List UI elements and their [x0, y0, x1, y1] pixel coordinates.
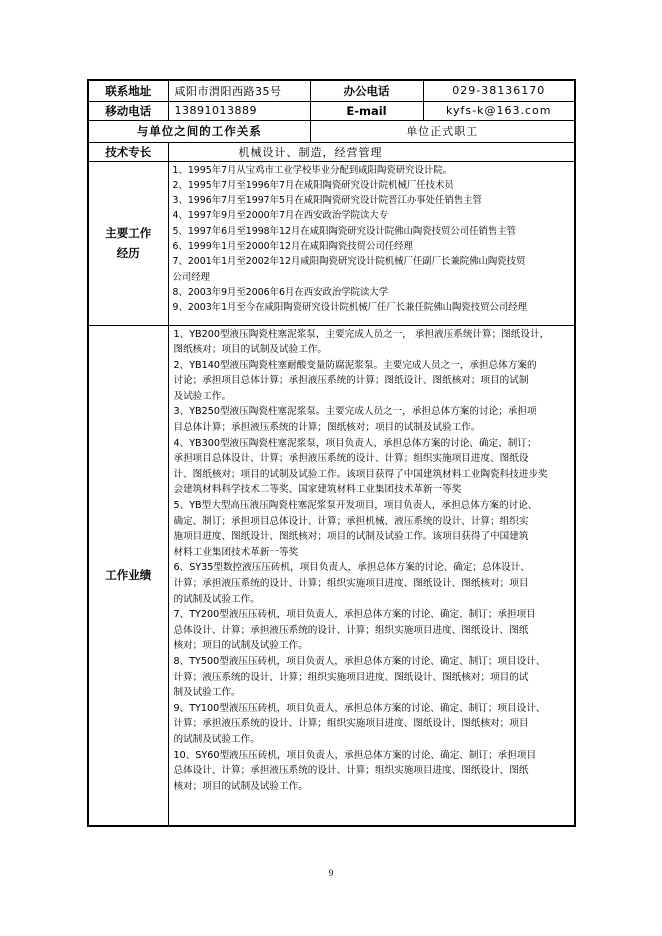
- relation-label: 与单位之间的工作关系: [88, 120, 310, 142]
- achievement-line: 计算；承担液压系统的设计、计算；组织实施项目进度、图纸设计、图纸核对；项目: [173, 578, 529, 589]
- achievement-line: 的试制及试验工作。: [173, 733, 260, 745]
- experience-line: 7、2001年1月至2002年12月咸阳陶瓷研究设计院机械厂任副厂长兼院佛山陶瓷技贸: [172, 256, 526, 268]
- contact-row-mobile: [88, 101, 575, 120]
- achievement-line: 1、YB200型液压陶瓷柱塞泥浆泵，主要完成人员之一， 承担液压系统计算；图纸设计，: [173, 328, 550, 340]
- achievement-line: 会建筑材料科学技术二等奖、国家建筑材料工业集团技术革新一等奖: [173, 484, 462, 496]
- experience-line: 4、1997年9月至2000年7月在西安政治学院读大专: [172, 210, 389, 222]
- experience-row: [88, 161, 575, 325]
- address-label: 联系地址: [88, 80, 168, 101]
- achievement-line: 图纸核对；项目的试制及试验工作。: [173, 344, 327, 356]
- achievement-line: 4、YB300型液压陶瓷柱塞泥浆泵，项目负责人，承担总体方案的讨论、确定、制订；: [173, 437, 537, 449]
- achievement-line: 核对；项目的试制及试验工作。: [173, 640, 308, 652]
- relation-row: [88, 120, 575, 142]
- email-value: kyfs-k@163.com: [423, 101, 575, 120]
- office-phone-label: 办公电话: [310, 80, 423, 101]
- achievement-line: 计算；液压系统的设计、计算；组织实施项目进度、图纸设计、图纸核对；项目的试: [173, 671, 529, 683]
- achievement-line: 总体设计、计算；承担液压系统的设计、计算；组织实施项目进度、图纸设计、图纸: [173, 624, 529, 636]
- address-value: 咸阳市渭阳西路35号: [168, 80, 310, 101]
- achievement-line: 5、YB型大型高压液压陶瓷柱塞泥浆泵开发项目，项目负责人，承担总体方案的讨论、: [173, 500, 538, 512]
- achievement-line: 9、TY100型液压压砖机，项目负责人，承担总体方案的讨论、确定、制订；项目设计、: [173, 702, 546, 714]
- experience-line: 8、2003年9月至2006年6月在西安政治学院读大学: [172, 286, 389, 298]
- skills-row: [88, 142, 575, 161]
- achievement-line: 目总体计算；承担液压系统的计算；图纸核对；项目的试制及试验工作。: [173, 422, 481, 434]
- achievement-line: 总体设计、计算；承担液压系统的设计、计算；组织实施项目进度、图纸设计、图纸: [173, 765, 529, 777]
- achievement-line: 2、YB140型液压陶瓷柱塞耐酸变量防腐泥浆泵。主要完成人员之一，承担总体方案的: [173, 359, 537, 371]
- achievement-line: 3、YB250型液压陶瓷柱塞泥浆泵。主要完成人员之一，承担总体方案的讨论；承担项: [173, 406, 537, 418]
- experience-line: 2、1995年7月至1996年7月在咸阳陶瓷研究设计院机械厂任技术员: [172, 179, 454, 191]
- achievement-line: 讨论；承担项目总体计算；承担液压系统的计算；图纸设计、图纸核对；项目的试制: [173, 375, 529, 387]
- skills-label: 技术专长: [88, 142, 168, 161]
- contact-row-address: [88, 80, 575, 101]
- experience-label-line1: 主要工作: [105, 226, 152, 240]
- achievement-line: 计、图纸核对；项目的试制及试验工作。该项目获得了中国建筑材料工业陶瓷科技进步奖: [173, 468, 548, 480]
- experience-label-line2: 经历: [116, 246, 140, 260]
- mobile-label: 移动电话: [88, 101, 168, 120]
- achievement-line: 及试验工作。: [173, 390, 232, 402]
- achievement-line: 确定、制订；承担项目总体设计、计算；承担机械、液压系统的设计、计算；组织实: [173, 515, 529, 527]
- page-number: 9: [328, 868, 334, 878]
- achievement-line: 计算；承担液压系统的设计、计算；组织实施项目进度、图纸设计、图纸核对；项目: [173, 718, 529, 730]
- achievements-row: [88, 325, 575, 826]
- experience-line: 9、2003年1月至今在咸阳陶瓷研究设计院机械厂任厂长兼任院佛山陶瓷技贸公司经理: [172, 302, 528, 314]
- achievement-line: 核对；项目的试制及试验工作。: [173, 780, 308, 792]
- experience-line: 5、1997年6月至1998年12月在咸阳陶瓷研究设计院佛山陶瓷技贸公司任销售主管: [172, 225, 516, 237]
- resume-table: [87, 79, 576, 827]
- skills-value: 机械设计、制造，经营管理: [168, 142, 575, 161]
- experience-label: [88, 161, 168, 325]
- experience-list: [168, 161, 575, 325]
- email-label: E-mail: [310, 101, 423, 120]
- achievement-line: 8、TY500型液压压砖机，项目负责人，承担总体方案的讨论、确定、制订；项目设计、: [173, 655, 546, 667]
- achievement-line: 6、SY35型数控液压压砖机，项目负责人，承担总体方案的讨论、确定；总体设计、: [173, 562, 530, 574]
- achievement-line: 承担项目总体设计、计算；承担液压系统的设计、计算；组织实施项目进度、图纸设: [173, 453, 529, 465]
- office-phone-value: 029-38136170: [423, 80, 575, 101]
- achievements-label: 工作业绩: [88, 325, 168, 826]
- experience-line: 公司经理: [172, 271, 211, 283]
- achievements-list: [168, 325, 575, 826]
- relation-value: 单位正式职工: [310, 120, 575, 142]
- achievement-line: 施项目进度、图纸设计、图纸核对；项目的试制及试验工作。该项目获得了中国建筑: [173, 531, 529, 543]
- mobile-value: 13891013889: [168, 101, 310, 120]
- achievement-line: 7、TY200型液压压砖机，项目负责人，承担总体方案的讨论、确定、制订；承担项目: [173, 609, 536, 621]
- experience-line: 3、1996年7月至1997年5月在咸阳陶瓷研究设计院晋江办事处任销售主管: [172, 195, 482, 207]
- achievement-line: 材料工业集团技术革新一等奖: [173, 546, 299, 558]
- achievement-line: 10、SY60型液压压砖机，项目负责人，承担总体方案的讨论、确定、制订；承担项目: [173, 749, 537, 761]
- achievement-line: 制及试验工作。: [173, 687, 241, 699]
- experience-line: 6、1999年1月至2000年12月在咸阳陶瓷技贸公司任经理: [172, 240, 413, 252]
- achievement-line: 的试制及试验工作。: [173, 593, 260, 605]
- experience-line: 1、1995年7月从宝鸡市工业学校毕业分配到咸阳陶瓷研究设计院。: [172, 164, 453, 176]
